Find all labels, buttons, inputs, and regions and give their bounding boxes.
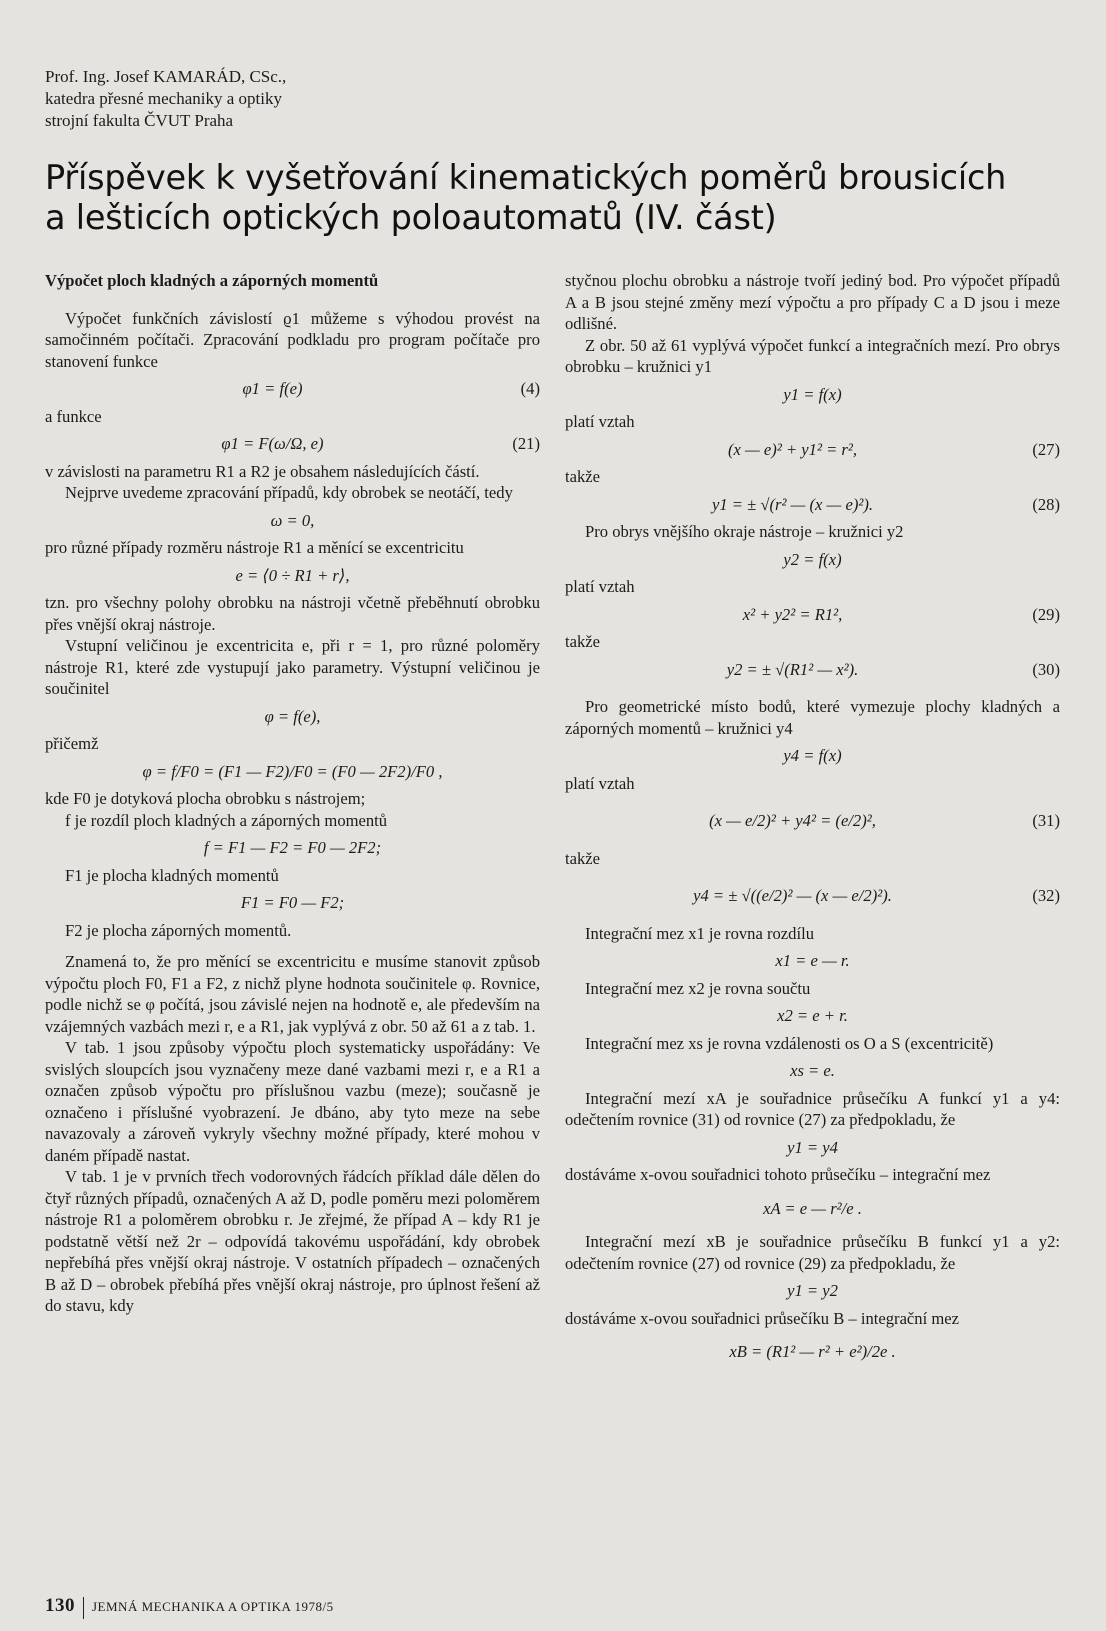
right-column <box>565 270 1060 1375</box>
paragraph: Integrační mezí xB je souřadnice průsečíku B funkcí y1 a y2: odečtením rovnice (27) od rovnice (29) za předpokladu, že <box>565 1232 1060 1273</box>
paragraph: styčnou plochu obrobku a nástroje tvoří jediný bod. Pro výpočet případů A a B jsou stejné změny mezí výpočtu a pro případy C a D jsou i meze odlišné. <box>565 271 1060 333</box>
paragraph: Integrační mez x1 je rovna rozdílu <box>585 923 814 943</box>
author-block <box>45 66 286 132</box>
equation-28: y1 = ± √(r² — (x — e)²). (28) <box>711 494 1060 514</box>
section-heading: Výpočet ploch kladných a záporných momentů <box>45 271 379 290</box>
equation-e-range: e = ⟨0 ÷ R1 + r⟩, <box>235 565 350 585</box>
paragraph: Pro obrys vnějšího okraje nástroje – kružnici y2 <box>585 522 904 541</box>
text-line: platí vztah <box>565 412 635 431</box>
paragraph: dostáváme x-ovou souřadnici tohoto průsečíku – integrační mez <box>565 1165 991 1184</box>
text-line: přičemž <box>45 734 99 753</box>
text-line: takže <box>565 632 601 651</box>
equation-phi-ratio: φ = f/F0 = (F1 — F2)/F0 = (F0 — 2F2)/F0 , <box>142 761 443 781</box>
paragraph: Integrační mezí xA je souřadnice průsečíku A funkcí y1 a y4: odečtením rovnice (31) od rovnice (27) za předpokladu, že <box>565 1088 1060 1129</box>
paragraph: V tab. 1 je v prvních třech vodorovných řádcích příklad dále dělen do čtyř různých případů, označených A až D, podle poměru mezi poloměrem nástroje R1 a poloměrem obrobku r. Je zřejmé, že případ A – kdy R1 je podstatně větší než 2r – odpovídá takovému uspořádání, kdy obrobek nepřebíhá přes vnější okraj nástroje. V ostatních případech – označených B až D – obrobek přebíhá přes vnější okraj nástroje, pro úplnost řešení až do stavu, kdy <box>45 1167 540 1315</box>
paragraph: Z obr. 50 až 61 vyplývá výpočet funkcí a integračních mezí. Pro obrys obrobku – kružnici y1 <box>565 335 1060 376</box>
journal-name: JEMNÁ MECHANIKA A OPTIKA 1978/5 <box>92 1599 334 1614</box>
equation-y2: y2 = f(x) <box>783 549 842 569</box>
title-line-1: Příspěvek k vyšetřování kinematických poměrů brousicích <box>45 158 1007 197</box>
paragraph: Pro geometrické místo bodů, které vymezuje plochy kladných a záporných momentů – kružnici y4 <box>565 697 1060 738</box>
paragraph: V tab. 1 jsou způsoby výpočtu ploch systematicky uspořádány: Ve svislých sloupcích jsou vyznačeny meze dané vazbami mezi r, e a R1 a označen způsob výpočtu pro příslušnou vazbu (meze); současně je označeno i příslušné vyobrazení. Je dbáno, aby tyto meze na sebe navazovaly a zároveň vykryly všechny možné případy, které mohou v daném případě nastat. <box>45 1038 540 1165</box>
equation-omega: ω = 0, <box>270 510 315 530</box>
equation-21: φ1 = F(ω/Ω, e) (21) <box>221 434 540 453</box>
equation-30: y2 = ± √(R1² — x²). (30) <box>726 659 1060 679</box>
equation-xA: xA = e — r²/e . <box>763 1198 862 1218</box>
equation-29: x² + y2² = R1², (29) <box>742 604 1060 624</box>
page-footer <box>45 1595 334 1619</box>
author-name: Prof. Ing. Josef KAMARÁD, CSc., <box>45 67 287 86</box>
title-line-2: a lešticích optických poloautomatů (IV. část) <box>45 198 777 237</box>
paragraph: tzn. pro všechny polohy obrobku na nástroji včetně přeběhnutí obrobku přes vnější okraj nástroje. <box>45 593 540 634</box>
equation-x2: x2 = e + r. <box>777 1006 848 1025</box>
author-faculty: strojní fakulta ČVUT Praha <box>45 111 234 130</box>
paragraph: Nejprve uvedeme zpracování případů, kdy obrobek se neotáčí, tedy <box>65 483 513 502</box>
equation-xB: xB = (R1² — r² + e²)/2e . <box>729 1342 896 1361</box>
text-line: platí vztah <box>565 773 635 793</box>
equation-27: (x — e)² + y1² = r², (27) <box>727 439 1060 459</box>
footer-divider <box>83 1597 84 1619</box>
text-line: takže <box>565 467 601 486</box>
definition-line: f je rozdíl ploch kladných a záporných momentů <box>65 810 388 830</box>
article-title <box>45 158 1006 238</box>
paragraph: Integrační mez xs je rovna vzdálenosti os O a S (excentricitě) <box>585 1033 994 1053</box>
left-column <box>45 270 540 1317</box>
paragraph: Znamená to, že pro měnící se excentricitu e musíme stanovit způsob výpočtu ploch F0, F1 a F2, z nichž plyne hodnota součinitele φ. Rovnice, podle nichž se φ počítá, jsou závislé nejen na hodnotě e, ale především na vzájemných vazbách mezi r, e a R1, jak vyplývá z obr. 50 až 61 a z tab. 1. <box>45 952 540 1036</box>
equation-31: (x — e/2)² + y4² = (e/2)², (31) <box>709 811 1060 830</box>
equation-f: f = F1 — F2 = F0 — 2F2; <box>203 838 382 857</box>
definition-line: kde F0 je dotyková plocha obrobku s nástrojem; <box>45 789 366 808</box>
text-line: a funkce <box>45 406 102 426</box>
equation-xs: xs = e. <box>790 1061 835 1080</box>
equation-F1: F1 = F0 — F2; <box>240 893 345 912</box>
paragraph: Výpočet funkčních závislostí ϱ1 můžeme s výhodou provést na samočinném počítači. Zpracování podkladu pro program počítače pro stanovení funkce <box>45 308 540 371</box>
text-line: takže <box>565 848 601 868</box>
equation-y1-y4: y1 = y4 <box>787 1137 838 1157</box>
paragraph: dostáváme x-ovou souřadnici průsečíku B – integrační mez <box>565 1308 959 1328</box>
paragraph: Integrační mez x2 je rovna součtu <box>585 978 811 998</box>
paragraph: Vstupní veličinou je excentricita e, při r = 1, pro různé poloměry nástroje R1, které zde vystupují jako parametry. Výstupní veličinou je součinitel <box>45 636 540 698</box>
equation-4: φ1 = f(e) (4) <box>242 379 540 398</box>
equation-phi: φ = f(e), <box>264 706 321 726</box>
definition-line: F1 je plocha kladných momentů <box>65 865 279 885</box>
equation-y1-y2: y1 = y2 <box>787 1281 838 1300</box>
paragraph: pro různé případy rozměru nástroje R1 a měnící se excentricitu <box>45 538 464 557</box>
equation-x1: x1 = e — r. <box>775 951 850 970</box>
author-department: katedra přesné mechaniky a optiky <box>45 89 282 108</box>
equation-y1: y1 = f(x) <box>783 384 842 404</box>
page-number: 130 <box>45 1595 75 1616</box>
text-line: platí vztah <box>565 577 635 596</box>
equation-32: y4 = ± √((e/2)² — (x — e/2)²). (32) <box>693 886 1060 905</box>
definition-line: F2 je plocha záporných momentů. <box>65 920 292 940</box>
equation-y4: y4 = f(x) <box>783 746 842 765</box>
paragraph: v závislosti na parametru R1 a R2 je obsahem následujících částí. <box>45 461 480 481</box>
